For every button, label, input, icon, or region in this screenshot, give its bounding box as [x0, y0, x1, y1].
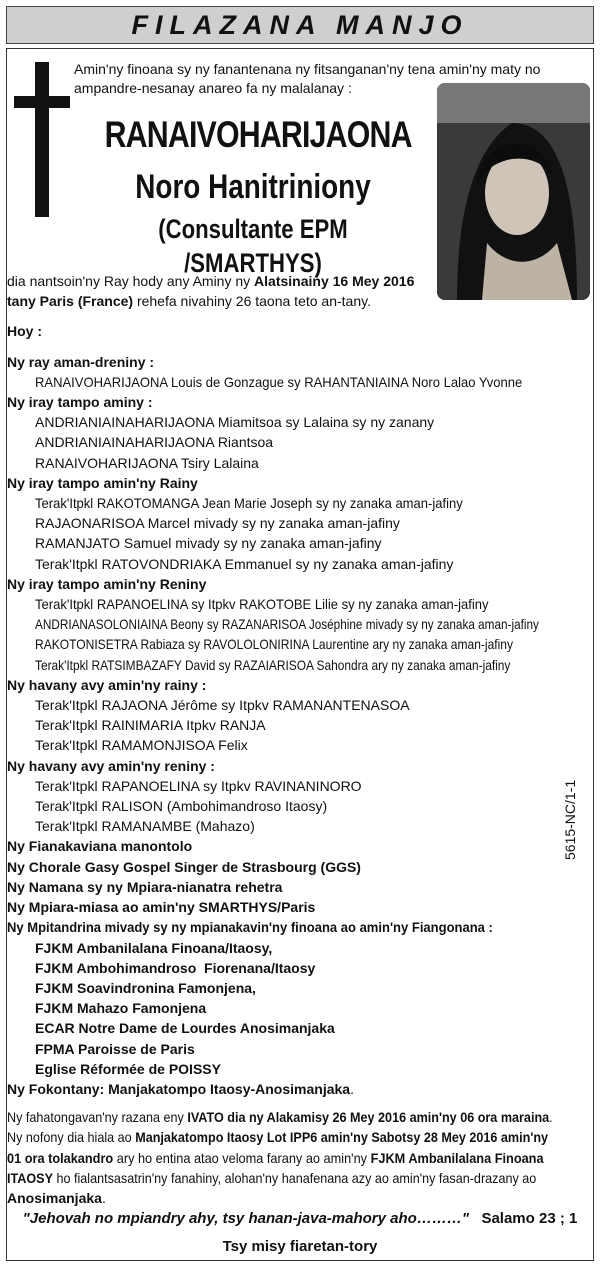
deceased-surname: RANAIVOHARIJAONA	[104, 114, 412, 155]
group-line: Ny Mpitandrina mivady sy ny mpianakavin'ny finoana ao amin'ny Fiangonana :	[7, 919, 493, 936]
list-item: ANDRIANIAINAHARIJAONA Riantsoa	[35, 434, 274, 451]
church-line: ECAR Notre Dame de Lourdes Anosimanjaka	[35, 1020, 335, 1037]
church-line: FPMA Paroisse de Paris	[35, 1040, 195, 1057]
list-item: Terak'Itpkl RAMANAMBE (Mahazo)	[35, 818, 255, 835]
hoy-label: Hoy :	[7, 323, 42, 340]
funeral-line-4: ITAOSY ho fialantsasatrin'ny fanahiny, alohan'ny hanafenana azy ao amin'ny fasan-drazany ao	[7, 1169, 537, 1186]
funeral-line-1: Ny fahatongavan'ny razana eny IVATO dia ny Alakamisy 26 Mey 2016 amin'ny 06 ora maraina.	[7, 1109, 553, 1126]
notice-body	[7, 271, 592, 1208]
fokontany-line: Ny Fokontany: Manjakatompo Itaosy-Anosimanjaka.	[7, 1080, 354, 1097]
church-line: FJKM Mahazo Famonjena	[35, 1000, 207, 1017]
list-item: RANAIVOHARIJAONA Louis de Gonzague sy RAHANTANIAINA Noro Lalao Yvonne	[35, 373, 523, 390]
funeral-line-5: Anosimanjaka.	[7, 1189, 106, 1206]
cross-icon	[14, 62, 70, 217]
group-line: Ny Namana sy ny Mpiara-nianatra rehetra	[7, 878, 283, 895]
death-line-2: tany Paris (France) rehefa nivahiny 26 taona teto an-tany.	[7, 293, 371, 310]
section-heading: Ny havany avy amin'ny reniny :	[7, 757, 215, 774]
group-line: Ny Mpiara-miasa ao amin'ny SMARTHYS/Paris	[7, 899, 316, 916]
list-item: RAMANJATO Samuel mivady sy ny zanaka aman-jafiny	[35, 535, 382, 552]
list-item: RAJAONARISOA Marcel mivady sy ny zanaka aman-jafiny	[35, 515, 400, 532]
death-line-1: dia nantsoin'ny Ray hody any Aminy ny Alatsinainy 16 Mey 2016	[7, 273, 415, 289]
list-item: Terak'Itpkl RAKOTOMANGA Jean Marie Joseph sy ny zanaka aman-jafiny	[35, 495, 463, 512]
list-item: Terak'Itpkl RAJAONA Jérôme sy Itpkv RAMANANTENASOA	[35, 697, 410, 714]
notice-header	[6, 6, 594, 44]
list-item: Terak'Itpkl RATOVONDRIAKA Emmanuel sy ny zanaka aman-jafiny	[35, 555, 454, 572]
funeral-line-2: Ny nofony dia hiala ao Manjakatompo Itaosy Lot IPP6 amin'ny Sabotsy 28 Mey 2016 amin'ny	[7, 1129, 549, 1146]
section-heading: Ny iray tampo amin'ny Rainy	[7, 474, 198, 491]
list-item: ANDRIANASOLONIAINA Beony sy RAZANARISOA Joséphine mivady sy ny zanaka aman-jafiny	[35, 616, 539, 633]
funeral-line-3: 01 ora tolakandro ary ho entina atao veloma farany ao amin'ny FJKM Ambanilalana Finoana	[7, 1149, 544, 1166]
group-line: Ny Fianakaviana manontolo	[7, 838, 193, 855]
list-item: Terak'Itpkl RATSIMBAZAFY David sy RAZAIARISOA Sahondra ary ny zanaka aman-jafiny	[35, 656, 511, 673]
section-heading: Ny havany avy amin'ny rainy :	[7, 676, 207, 693]
list-item: ANDRIANIAINAHARIJAONA Miamitsoa sy Lalaina sy ny zanany	[35, 414, 435, 431]
section-heading: Ny ray aman-dreniny :	[7, 353, 155, 370]
list-item: RAKOTONISETRA Rabiaza sy RAVOLOLONIRINA Laurentine ary ny zanaka aman-jafiny	[35, 636, 514, 653]
church-line: Eglise Réformée de POISSY	[35, 1060, 221, 1077]
list-item: Terak'Itpkl RAINIMARIA Itpkv RANJA	[35, 717, 266, 734]
list-item: Terak'Itpkl RALISON (Ambohimandroso Itaosy)	[35, 798, 328, 815]
notice-title: FILAZANA MANJO	[131, 10, 469, 40]
closing-line: Tsy misy fiaretan-tory	[222, 1238, 378, 1255]
psalm-quote: "Jehovah no mpiandry ahy, tsy hanan-java-mahory aho………" Salamo 23 ; 1	[22, 1210, 578, 1227]
church-line: FJKM Ambohimandroso Fiorenana/Itaosy	[35, 959, 316, 976]
deceased-role: (Consultante EPM /SMARTHYS)	[158, 214, 348, 278]
church-line: FJKM Ambanilalana Finoana/Itaosy,	[35, 939, 273, 956]
section-heading: Ny iray tampo amin'ny Reniny	[7, 575, 207, 592]
list-item: Terak'Itpkl RAPANOELINA sy Itpkv RAVINANINORO	[35, 777, 362, 794]
group-line: Ny Chorale Gasy Gospel Singer de Strasbourg (GGS)	[7, 858, 361, 875]
list-item: RANAIVOHARIJAONA Tsiry Lalaina	[35, 454, 259, 471]
list-item: Terak'Itpkl RAPANOELINA sy Itpkv RAKOTOBE Lilie sy ny zanaka aman-jafiny	[35, 596, 489, 613]
list-item: Terak'Itpkl RAMAMONJISOA Felix	[35, 737, 248, 754]
ad-reference: 5615-NC/1-1	[562, 779, 578, 860]
portrait-photo	[437, 83, 590, 300]
section-heading: Ny iray tampo aminy :	[7, 394, 153, 411]
deceased-given-name: Noro Hanitriniony	[135, 168, 371, 206]
church-line: FJKM Soavindronina Famonjena,	[35, 979, 256, 996]
intro-text: Amin'ny finoana sy ny fanantenana ny fitsanganan'ny tena amin'ny maty no ampandre-nesanay anareo fa ny malalanay :	[74, 61, 541, 96]
